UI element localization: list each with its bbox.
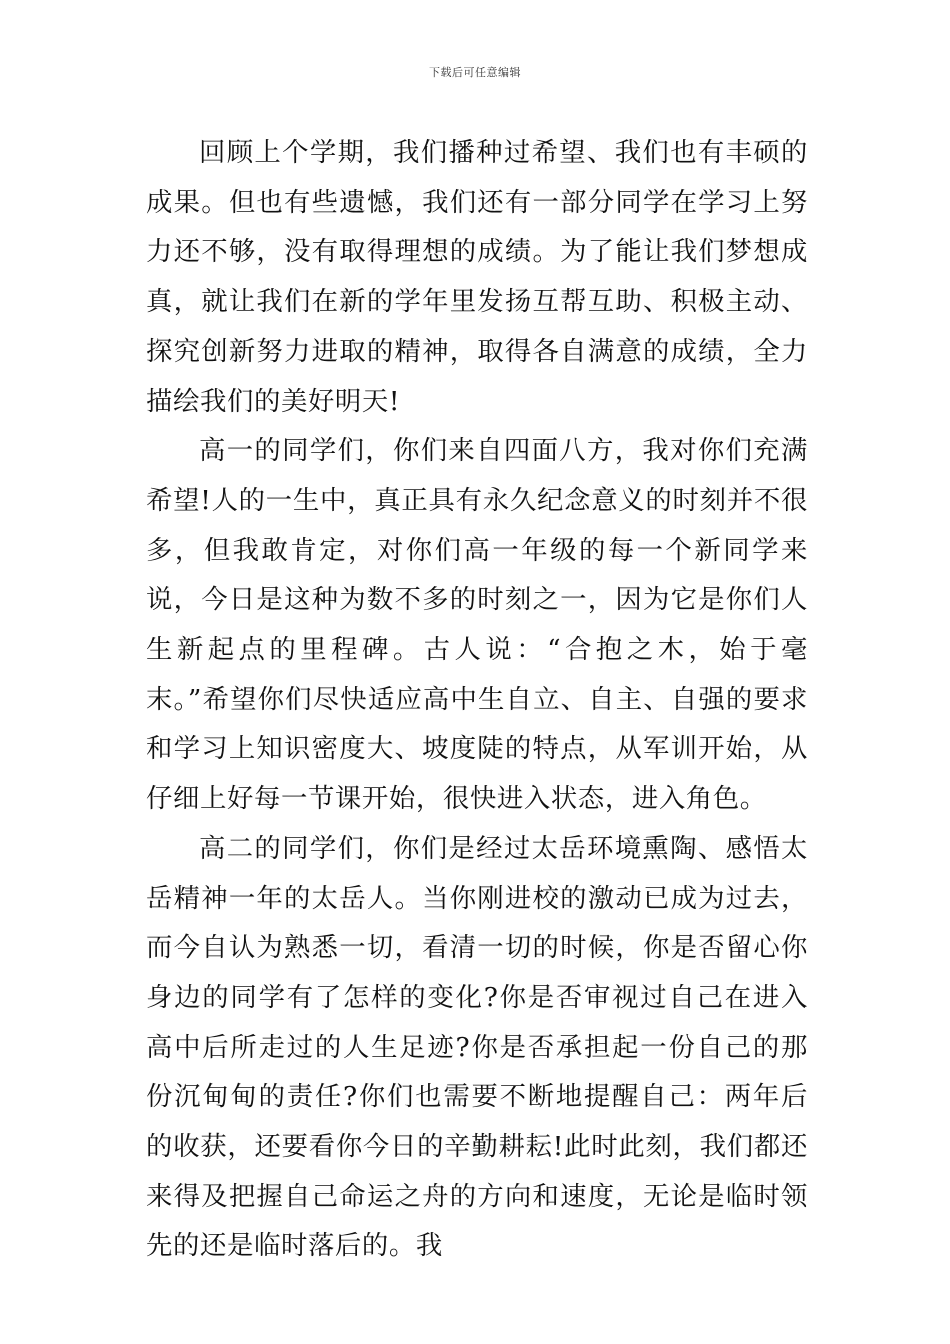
document-body (146, 128, 808, 1271)
paragraph-grade-one: 高一的同学们，你们来自四面八方，我对你们充满希望!人的一生中，真正具有永久纪念意义的时刻并不很多，但我敢肯定，对你们高一年级的每一个新同学来说，今日是这种为数不多的时刻之一，因为它是你们人生新起点的里程碑。古人说：“合抱之木，始于毫末。”希望你们尽快适应高中生自立、自主、自强的要求和学习上知识密度大、坡度陡的特点，从军训开始，从仔细上好每一节课开始，很快进入状态，进入角色。 (146, 435, 808, 815)
paragraph-review: 回顾上个学期，我们播种过希望、我们也有丰硕的成果。但也有些遗憾，我们还有一部分同学在学习上努力还不够，没有取得理想的成绩。为了能让我们梦想成真，就让我们在新的学年里发扬互帮互助、积极主动、探究创新努力进取的精神，取得各自满意的成绩，全力描绘我们的美好明天! (146, 137, 808, 417)
page-header-note: 下载后可任意编辑 (429, 66, 521, 79)
paragraph-grade-two: 高二的同学们，你们是经过太岳环境熏陶、感悟太岳精神一年的太岳人。当你刚进校的激动已成为过去，而今自认为熟悉一切，看清一切的时候，你是否留心你身边的同学有了怎样的变化?你是否审视过自己在进入高中后所走过的人生足迹?你是否承担起一份自己的那份沉甸甸的责任?你们也需要不断地提醒自己：两年后的收获，还要看你今日的辛勤耕耘!此时此刻，我们都还来得及把握自己命运之舟的方向和速度，无论是临时领先的还是临时落后的。我 (146, 832, 809, 1262)
